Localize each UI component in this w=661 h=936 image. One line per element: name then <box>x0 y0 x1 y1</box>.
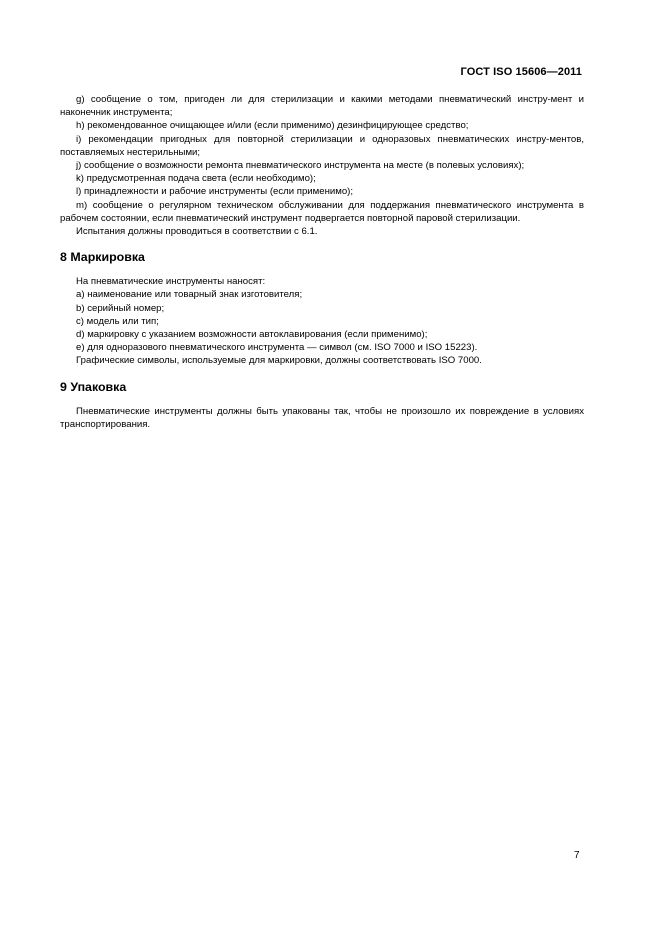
document-id-header: ГОСТ ISO 15606—2011 <box>460 66 582 78</box>
marking-item-a: а) наименование или товарный знак изготовителя; <box>76 289 303 301</box>
marking-intro: На пневматические инструменты наносят: <box>76 276 266 288</box>
tests-paragraph: Испытания должны проводиться в соответствии с 6.1. <box>76 226 318 238</box>
marking-item-e: е) для одноразового пневматического инструмента — символ (см. ISO 7000 и ISO 15223). <box>76 342 478 354</box>
list-item-k: k) предусмотренная подача света (если необходимо); <box>76 173 316 185</box>
list-item-j: j) сообщение о возможности ремонта пневматического инструмента на месте (в полевых условиях); <box>76 160 525 172</box>
document-body <box>60 93 584 431</box>
marking-symbols-paragraph: Графические символы, используемые для маркировки, должны соответствовать ISO 7000. <box>76 355 482 367</box>
page-number: 7 <box>574 850 580 861</box>
packaging-paragraph: Пневматические инструменты должны быть упакованы так, чтобы не произошло их повреждение в условиях транспортирования. <box>60 405 584 430</box>
marking-item-c: с) модель или тип; <box>76 315 159 327</box>
marking-item-b: b) серийный номер; <box>76 302 165 314</box>
marking-item-d: d) маркировку с указанием возможности автоклавирования (если применимо); <box>76 329 428 341</box>
list-item-m: m) сообщение о регулярном техническом обслуживании для поддержания пневматического инструмента в рабочем состоянии, если пневматический инструмент подвергается повторной паровой стерилизации. <box>60 199 584 224</box>
list-item-l: l) принадлежности и рабочие инструменты (если применимо); <box>76 186 354 198</box>
list-item-i: i) рекомендации пригодных для повторной стерилизации и одноразовых пневматических инстру-ментов, поставляемых нестерильными; <box>60 133 584 158</box>
section-heading-packaging: 9 Упаковка <box>60 379 127 394</box>
section-heading-marking: 8 Маркировка <box>60 250 145 265</box>
list-item-g: g) сообщение о том, пригоден ли для стерилизации и какими методами пневматический инстру-мент и наконечник инструмента; <box>60 94 584 119</box>
list-item-h: h) рекомендованное очищающее и/или (если применимо) дезинфицирующее средство; <box>76 120 469 132</box>
